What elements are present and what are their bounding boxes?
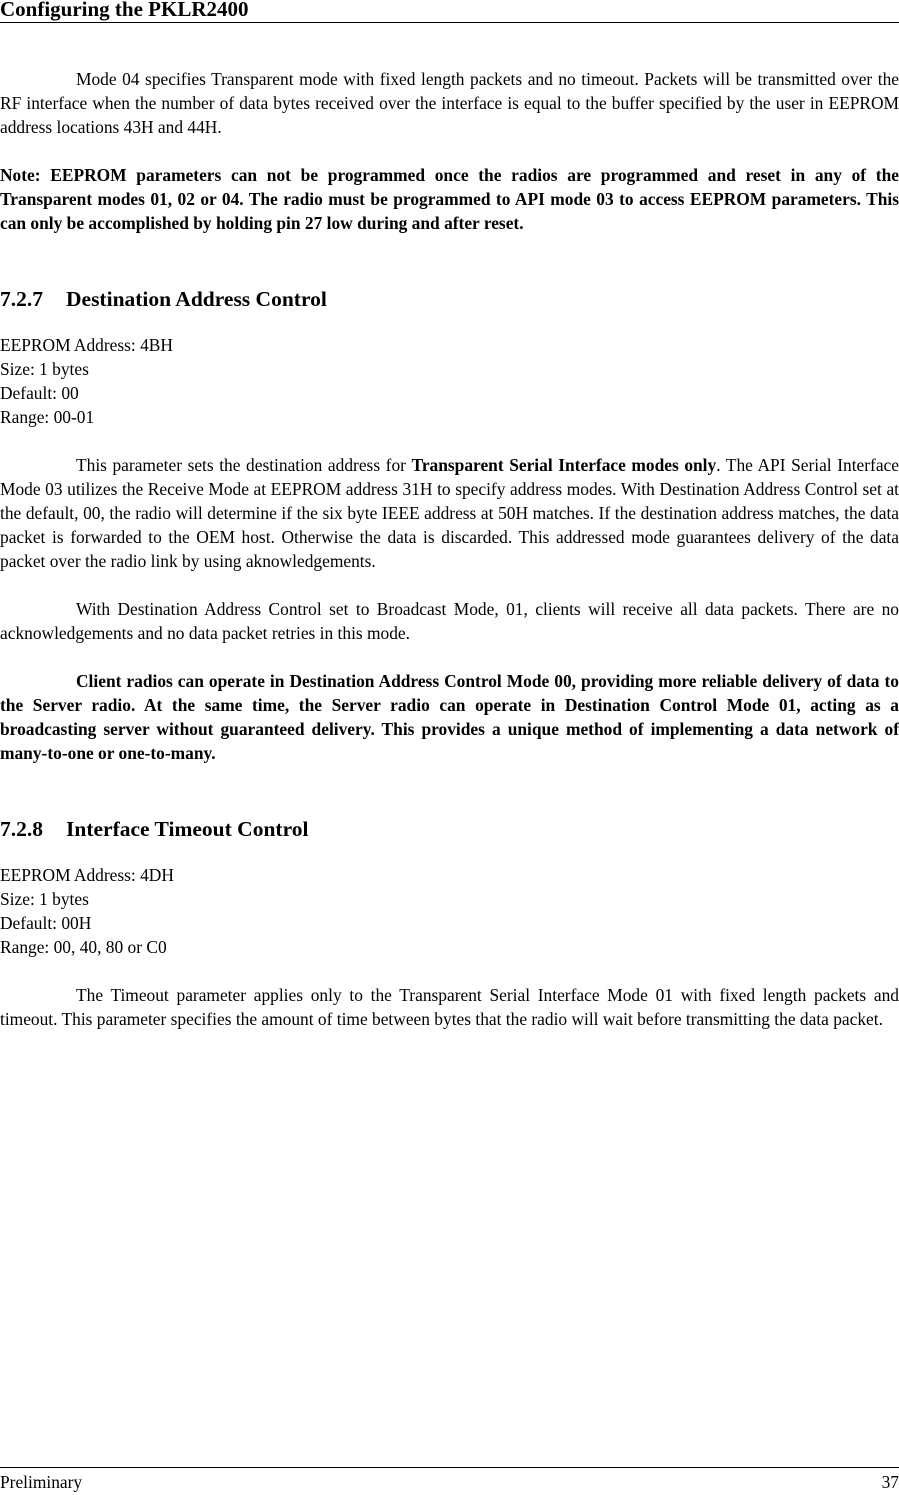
section-number: 7.2.8 <box>0 817 43 841</box>
spec-default: Default: 00H <box>0 913 92 933</box>
eeprom-note: Note: EEPROM parameters can not be programmed once the radios are programmed and reset in any of the Transparent modes 01, 02 or 04. The radio must be programmed to API mode 03 to access EEPROM parameters. This can only be accomplished by holding pin 27 low during and after reset. <box>0 165 899 233</box>
emphasized-text: Transparent Serial Interface modes only <box>411 455 717 475</box>
section-heading-7-2-7 <box>0 285 899 313</box>
page-footer <box>0 1467 899 1495</box>
page-number: 37 <box>881 1472 899 1492</box>
spec-range: Range: 00-01 <box>0 407 95 427</box>
footer-label: Preliminary <box>0 1472 83 1492</box>
section-title: Destination Address Control <box>66 287 327 311</box>
mode-04-paragraph: Mode 04 specifies Transparent mode with fixed length packets and no timeout. Packets will be transmitted over the RF interface when the number of data bytes received over the interface is equal to the buffer specified by the user in EEPROM address locations 43H and 44H. <box>0 69 899 137</box>
spec-range: Range: 00, 40, 80 or C0 <box>0 937 167 957</box>
timeout-paragraph: The Timeout parameter applies only to the Transparent Serial Interface Mode 01 with fixed length packets and timeout. This parameter specifies the amount of time between bytes that the radio will wait before transmitting the data packet. <box>0 985 899 1029</box>
spec-size: Size: 1 bytes <box>0 359 89 379</box>
destination-address-paragraph <box>0 453 899 573</box>
spec-list-7-2-8 <box>0 863 899 959</box>
spec-size: Size: 1 bytes <box>0 889 89 909</box>
paragraph-text: . The API Serial Interface Mode 03 utilizes the Receive Mode at EEPROM address 31H to specify address modes. With Destination Address Control set at the default, 00, the radio will determine if the six byte IEEE address at 50H matches. If the destination address matches, the data packet is forwarded to the OEM host. Otherwise the data is discarded. This addressed mode guarantees delivery of the data packet over the radio link by using aknowledgements. <box>0 455 899 571</box>
paragraph-text: This parameter sets the destination address for <box>76 455 412 475</box>
page-header <box>0 0 899 23</box>
client-server-paragraph: Client radios can operate in Destination Address Control Mode 00, providing more reliable delivery of data to the Server radio. At the same time, the Server radio can operate in Destination Control Mode 01, acting as a broadcasting server without guaranteed delivery. This provides a unique method of implementing a data network of many-to-one or one-to-many. <box>0 671 899 763</box>
broadcast-mode-paragraph: With Destination Address Control set to Broadcast Mode, 01, clients will receive all data packets. There are no acknowledgements and no data packet retries in this mode. <box>0 599 899 643</box>
spec-eeprom-address: EEPROM Address: 4BH <box>0 335 173 355</box>
spec-default: Default: 00 <box>0 383 79 403</box>
section-number: 7.2.7 <box>0 287 43 311</box>
section-heading-7-2-8 <box>0 815 899 843</box>
page-header-title: Configuring the PKLR2400 <box>0 0 249 21</box>
spec-list-7-2-7 <box>0 333 899 429</box>
document-body <box>0 67 899 1031</box>
spec-eeprom-address: EEPROM Address: 4DH <box>0 865 174 885</box>
section-title: Interface Timeout Control <box>66 817 309 841</box>
